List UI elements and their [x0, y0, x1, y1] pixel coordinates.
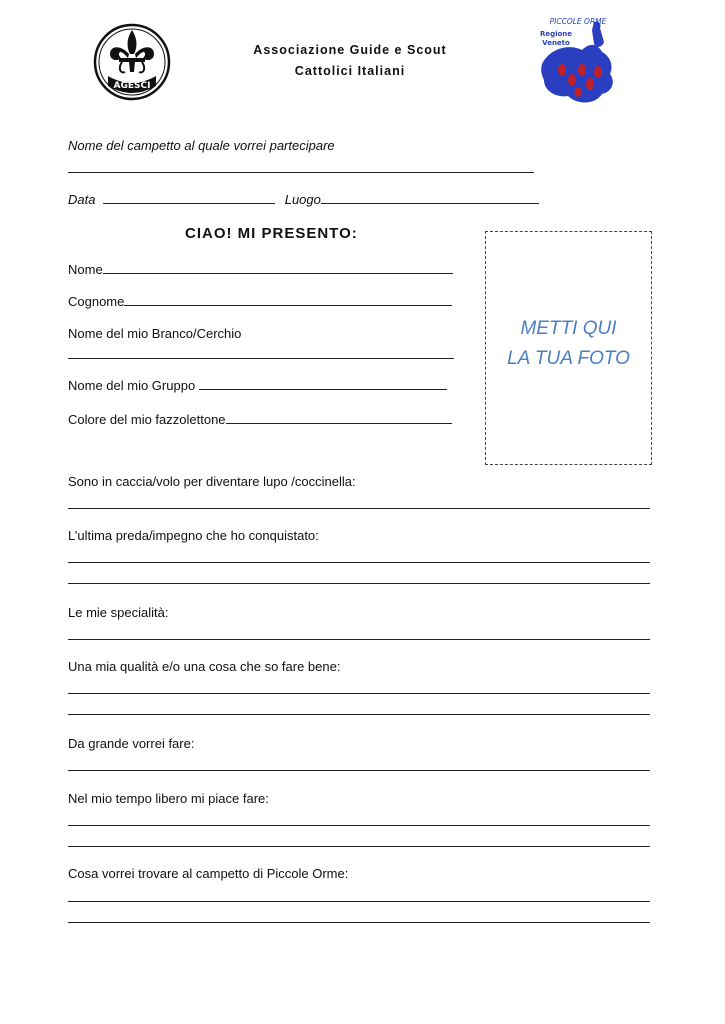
piccole-orme-logo: [532, 14, 624, 110]
fleur-de-lis-icon: [92, 20, 172, 104]
cognome-row: [68, 294, 452, 309]
ciao-heading: CIAO! MI PRESENTO:: [185, 225, 358, 242]
piccole-orme-map-icon: [532, 14, 624, 110]
campetto-line[interactable]: [68, 172, 534, 173]
grande-line[interactable]: [68, 770, 650, 771]
photo-placeholder: [486, 314, 651, 374]
org-title: [220, 40, 480, 82]
photo-text-line1: METTI QUI: [520, 318, 617, 339]
agesci-logo: [92, 20, 172, 104]
luogo-label: Luogo: [284, 192, 321, 207]
agesci-logo-text: AGESCI: [113, 81, 151, 91]
preda-label: L’ultima preda/impegno che ho conquistato:: [68, 528, 319, 543]
caccia-line[interactable]: [68, 508, 650, 509]
fazzolettone-label: Colore del mio fazzolettone: [68, 412, 226, 427]
trovare-label: Cosa vorrei trovare al campetto di Piccole Orme:: [68, 866, 349, 881]
qualita-line-2[interactable]: [68, 714, 650, 715]
cognome-line[interactable]: [124, 294, 452, 306]
qualita-label: Una mia qualità e/o una cosa che so fare bene:: [68, 659, 341, 674]
nome-line[interactable]: [103, 262, 453, 274]
regione-text: Regione: [539, 30, 573, 38]
veneto-text: Veneto: [542, 39, 570, 47]
org-title-line1: Associazione Guide e Scout: [253, 43, 447, 57]
gruppo-line[interactable]: [199, 378, 447, 390]
nome-row: [68, 262, 453, 277]
data-line[interactable]: [103, 192, 275, 204]
branco-label: Nome del mio Branco/Cerchio: [68, 326, 242, 341]
grande-label: Da grande vorrei fare:: [68, 736, 195, 751]
gruppo-row: [68, 378, 447, 393]
photo-box[interactable]: [485, 231, 652, 465]
caccia-label: Sono in caccia/volo per diventare lupo /coccinella:: [68, 474, 356, 489]
tempo-line-2[interactable]: [68, 846, 650, 847]
piccole-orme-text: PICCOLE ORME: [549, 17, 607, 26]
photo-text-line2: LA TUA FOTO: [507, 348, 630, 369]
branco-line[interactable]: [68, 358, 454, 359]
nome-label: Nome: [68, 262, 103, 277]
data-label: Data: [68, 192, 96, 207]
luogo-line[interactable]: [321, 192, 539, 204]
data-luogo-row: [68, 192, 539, 207]
campetto-label: Nome del campetto al quale vorrei partecipare: [68, 138, 335, 153]
preda-line-2[interactable]: [68, 583, 650, 584]
specialita-label: Le mie specialità:: [68, 605, 169, 620]
trovare-line-2[interactable]: [68, 922, 650, 923]
qualita-line-1[interactable]: [68, 693, 650, 694]
fazzolettone-line[interactable]: [226, 412, 452, 424]
gruppo-label: Nome del mio Gruppo: [68, 378, 196, 393]
tempo-label: Nel mio tempo libero mi piace fare:: [68, 791, 269, 806]
fazzolettone-row: [68, 412, 452, 427]
tempo-line-1[interactable]: [68, 825, 650, 826]
org-title-line2: Cattolici Italiani: [294, 64, 406, 78]
specialita-line[interactable]: [68, 639, 650, 640]
trovare-line-1[interactable]: [68, 901, 650, 902]
preda-line-1[interactable]: [68, 562, 650, 563]
cognome-label: Cognome: [68, 294, 125, 309]
